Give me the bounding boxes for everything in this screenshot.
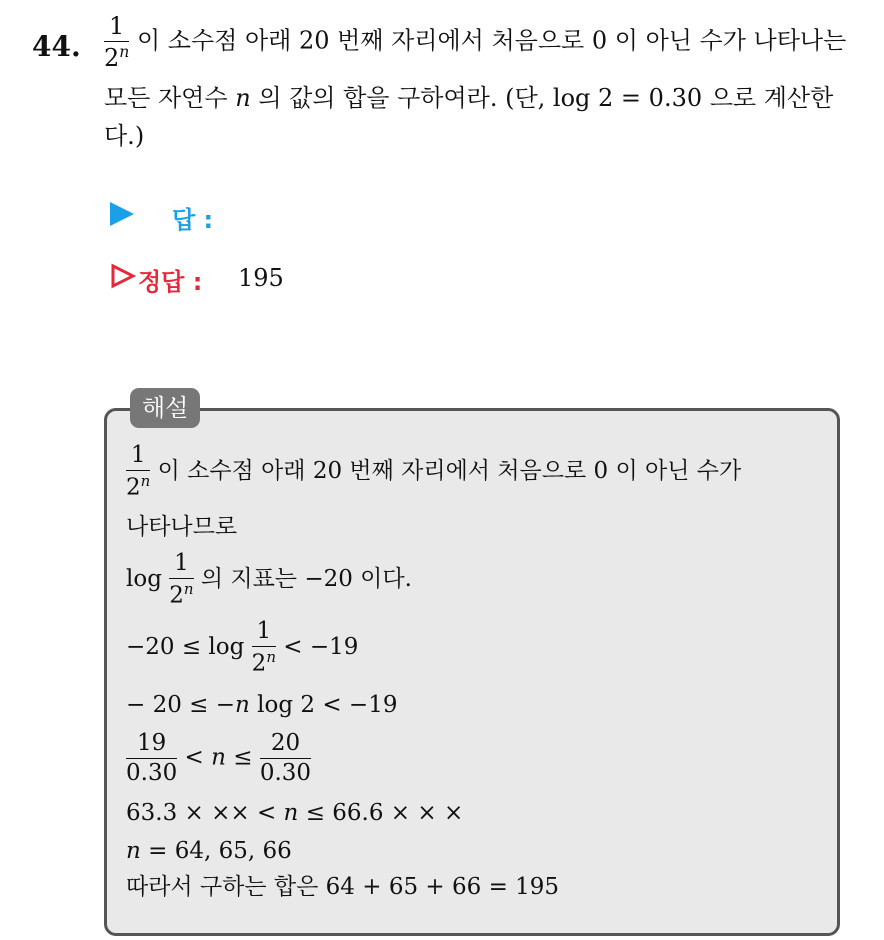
question-number: 44. bbox=[32, 30, 81, 63]
solution-line-4: −20 ≤ log $\frac{1}{2^n}$ < −19 bbox=[126, 618, 359, 677]
question-fraction: $\frac{1}{2^n}$ bbox=[104, 12, 130, 72]
solution-line-2: 나타나므로 bbox=[126, 514, 238, 540]
question-line-2: 모든 자연수 n 의 값의 합을 구하여라. (단, log 2 = 0.30 으로 계산한 bbox=[104, 84, 834, 112]
solution-line-9: 따라서 구하는 합은 64 + 65 + 66 = 195 bbox=[126, 874, 560, 900]
correct-answer-value: 195 bbox=[238, 264, 284, 292]
solution-tag: 해설 bbox=[130, 388, 200, 428]
solution-line-6: $\frac{19}{0.30}$ < n ≤ $\frac{20}{0.30}$ bbox=[126, 730, 312, 786]
solution-line-7: 63.3 × ×× < n ≤ 66.6 × × × bbox=[126, 800, 464, 826]
solution-line-1: $\frac{1}{2^n}$ 이 소수점 아래 20 번째 자리에서 처음으로 0 이 아닌 수가 bbox=[126, 442, 742, 501]
solution-line-3: log $\frac{1}{2^n}$ 의 지표는 −20 이다. bbox=[126, 550, 412, 609]
question-line-1-text: 이 소수점 아래 20 번째 자리에서 처음으로 0 이 아닌 수가 나타나는 bbox=[136, 26, 847, 55]
solution-fraction-6b: $\frac{20}{0.30}$ bbox=[259, 730, 312, 786]
solution-fraction-4: $\frac{1}{2^n}$ bbox=[251, 618, 276, 677]
answer-label: 답 : bbox=[172, 206, 214, 234]
solution-fraction-3: $\frac{1}{2^n}$ bbox=[169, 550, 194, 609]
correct-answer-label: 정답 : bbox=[138, 268, 203, 296]
solution-fraction-1: $\frac{1}{2^n}$ bbox=[126, 442, 151, 501]
solution-fraction-6a: $\frac{19}{0.30}$ bbox=[126, 730, 178, 786]
solution-line-5: − 20 ≤ −n log 2 < −19 bbox=[126, 692, 398, 718]
solution-line-8: n = 64, 65, 66 bbox=[126, 838, 292, 864]
answer-marker-icon bbox=[110, 202, 134, 226]
correct-marker-icon bbox=[110, 263, 136, 289]
question-line-1 bbox=[104, 14, 846, 70]
question-line-3: 다.) bbox=[104, 122, 145, 150]
